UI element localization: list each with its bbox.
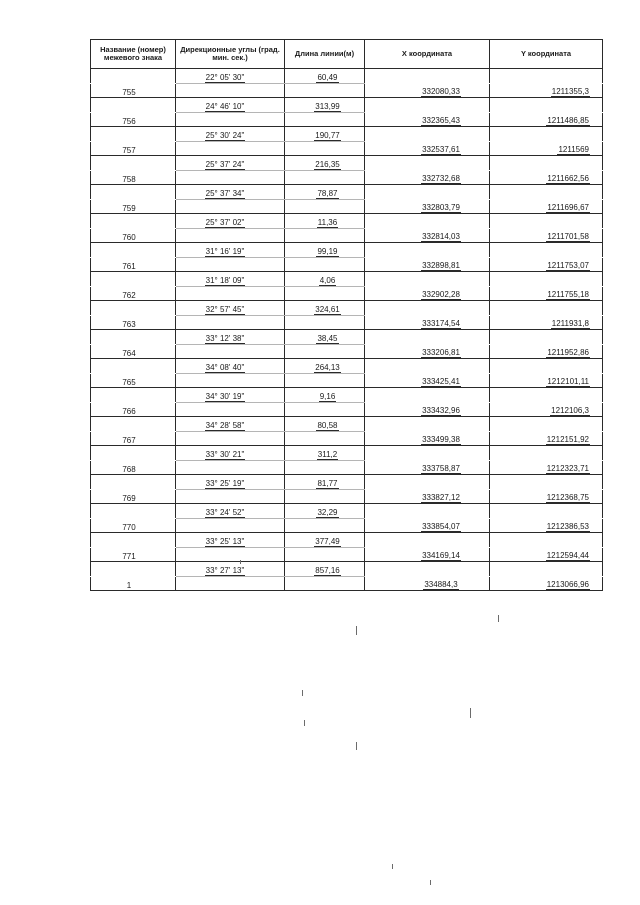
line-length-cell: 313,99 (285, 98, 365, 113)
line-length-cell (285, 199, 365, 214)
x-coordinate-cell (365, 504, 490, 519)
marker-name-cell: 764 (91, 344, 176, 359)
x-coordinate-cell: 332898,81 (365, 257, 490, 272)
x-coordinate-cell: 333854,07 (365, 518, 490, 533)
y-coordinate-cell (490, 475, 603, 490)
header-marker-name: Название (номер) межевого знака (91, 40, 176, 69)
direction-angle-cell: 25° 30' 24" (176, 127, 285, 142)
line-length-cell (285, 431, 365, 446)
marker-name-cell (91, 69, 176, 84)
x-coordinate-cell: 333758,87 (365, 460, 490, 475)
x-coordinate-cell (365, 69, 490, 84)
direction-angle-cell: 34° 28' 58" (176, 417, 285, 432)
x-coordinate-cell (365, 330, 490, 345)
marker-name-cell (91, 243, 176, 258)
direction-angle-cell: 34° 08' 40" (176, 359, 285, 374)
direction-angle-cell: 22° 05' 30" (176, 69, 285, 84)
segment-row (91, 417, 603, 432)
line-length-cell (285, 170, 365, 185)
line-length-cell (285, 518, 365, 533)
direction-angle-cell: 31° 18' 09" (176, 272, 285, 287)
direction-angle-cell (176, 170, 285, 185)
direction-angle-cell (176, 518, 285, 533)
x-coordinate-cell: 333499,38 (365, 431, 490, 446)
segment-row (91, 214, 603, 229)
direction-angle-cell (176, 460, 285, 475)
y-coordinate-cell (490, 417, 603, 432)
point-row (91, 141, 603, 156)
header-line-length: Длина линии(м) (285, 40, 365, 69)
line-length-cell (285, 112, 365, 127)
point-row (91, 286, 603, 301)
marker-name-cell: 769 (91, 489, 176, 504)
line-length-cell: 264,13 (285, 359, 365, 374)
marker-name-cell (91, 359, 176, 374)
line-length-cell (285, 489, 365, 504)
marker-name-cell (91, 388, 176, 403)
direction-angle-cell (176, 489, 285, 504)
line-length-cell: 78,87 (285, 185, 365, 200)
y-coordinate-cell: 1212151,92 (490, 431, 603, 446)
x-coordinate-cell (365, 562, 490, 577)
x-coordinate-cell: 333827,12 (365, 489, 490, 504)
point-row (91, 199, 603, 214)
x-coordinate-cell: 333432,96 (365, 402, 490, 417)
marker-name-cell (91, 417, 176, 432)
line-length-cell (285, 257, 365, 272)
x-coordinate-cell: 332814,03 (365, 228, 490, 243)
x-coordinate-cell: 334884,3 (365, 576, 490, 591)
segment-row (91, 562, 603, 577)
y-coordinate-cell (490, 127, 603, 142)
direction-angle-cell (176, 257, 285, 272)
direction-angle-cell: 33° 25' 19" (176, 475, 285, 490)
segment-row (91, 301, 603, 316)
y-coordinate-cell (490, 185, 603, 200)
x-coordinate-cell: 332803,79 (365, 199, 490, 214)
line-length-cell: 80,58 (285, 417, 365, 432)
line-length-cell (285, 315, 365, 330)
point-row (91, 489, 603, 504)
x-coordinate-cell (365, 417, 490, 432)
x-coordinate-cell: 332732,68 (365, 170, 490, 185)
marker-name-cell: 771 (91, 547, 176, 562)
scan-speck (356, 626, 357, 635)
direction-angle-cell (176, 228, 285, 243)
marker-name-cell (91, 214, 176, 229)
direction-angle-cell (176, 547, 285, 562)
line-length-cell (285, 373, 365, 388)
segment-row (91, 127, 603, 142)
scan-speck (304, 720, 305, 726)
segment-row (91, 388, 603, 403)
y-coordinate-cell (490, 214, 603, 229)
marker-name-cell: 770 (91, 518, 176, 533)
marker-name-cell (91, 330, 176, 345)
direction-angle-cell (176, 373, 285, 388)
direction-angle-cell (176, 83, 285, 98)
direction-angle-cell (176, 344, 285, 359)
scan-speck (356, 742, 357, 750)
y-coordinate-cell: 1212594,44 (490, 547, 603, 562)
y-coordinate-cell: 1211355,3 (490, 83, 603, 98)
direction-angle-cell: 33° 30' 21" (176, 446, 285, 461)
x-coordinate-cell (365, 156, 490, 171)
point-row (91, 576, 603, 591)
line-length-cell: 9,16 (285, 388, 365, 403)
y-coordinate-cell (490, 301, 603, 316)
direction-angle-cell (176, 112, 285, 127)
y-coordinate-cell: 1211952,86 (490, 344, 603, 359)
line-length-cell: 99,19 (285, 243, 365, 258)
y-coordinate-cell: 1211753,07 (490, 257, 603, 272)
segment-row (91, 156, 603, 171)
point-row (91, 373, 603, 388)
marker-name-cell (91, 475, 176, 490)
x-coordinate-cell: 334169,14 (365, 547, 490, 562)
y-coordinate-cell (490, 359, 603, 374)
y-coordinate-cell: 1212386,53 (490, 518, 603, 533)
line-length-cell: 311,2 (285, 446, 365, 461)
header-direction-angle: Дирекционные углы (град. мин. сек.) (176, 40, 285, 69)
y-coordinate-cell (490, 562, 603, 577)
x-coordinate-cell (365, 185, 490, 200)
y-coordinate-cell: 1211931,8 (490, 315, 603, 330)
marker-name-cell (91, 127, 176, 142)
x-coordinate-cell: 333206,81 (365, 344, 490, 359)
line-length-cell (285, 141, 365, 156)
marker-name-cell (91, 446, 176, 461)
point-row (91, 315, 603, 330)
direction-angle-cell: 34° 30' 19" (176, 388, 285, 403)
direction-angle-cell: 33° 27' 13" (176, 562, 285, 577)
marker-name-cell: 760 (91, 228, 176, 243)
coordinates-sheet (90, 39, 602, 591)
direction-angle-cell: 24° 46' 10" (176, 98, 285, 113)
x-coordinate-cell (365, 214, 490, 229)
line-length-cell: 11,36 (285, 214, 365, 229)
direction-angle-cell: 25° 37' 24" (176, 156, 285, 171)
segment-row (91, 475, 603, 490)
segment-row (91, 243, 603, 258)
segment-row (91, 533, 603, 548)
x-coordinate-cell: 332537,61 (365, 141, 490, 156)
segment-row (91, 185, 603, 200)
y-coordinate-cell (490, 156, 603, 171)
point-row (91, 83, 603, 98)
line-length-cell: 81,77 (285, 475, 365, 490)
y-coordinate-cell (490, 243, 603, 258)
marker-name-cell: 761 (91, 257, 176, 272)
line-length-cell: 4,06 (285, 272, 365, 287)
table-header-row (91, 40, 603, 69)
line-length-cell (285, 286, 365, 301)
direction-angle-cell: 32° 57' 45" (176, 301, 285, 316)
direction-angle-cell: 33° 24' 52" (176, 504, 285, 519)
scan-speck (240, 560, 241, 564)
y-coordinate-cell: 1213066,96 (490, 576, 603, 591)
direction-angle-cell (176, 576, 285, 591)
y-coordinate-cell (490, 272, 603, 287)
boundary-coordinates-table (90, 39, 603, 591)
direction-angle-cell (176, 431, 285, 446)
point-row (91, 228, 603, 243)
marker-name-cell (91, 185, 176, 200)
marker-name-cell (91, 533, 176, 548)
y-coordinate-cell (490, 504, 603, 519)
y-coordinate-cell: 1212368,75 (490, 489, 603, 504)
segment-row (91, 272, 603, 287)
line-length-cell: 32,29 (285, 504, 365, 519)
direction-angle-cell: 25° 37' 02" (176, 214, 285, 229)
y-coordinate-cell (490, 446, 603, 461)
x-coordinate-cell (365, 533, 490, 548)
y-coordinate-cell (490, 98, 603, 113)
point-row (91, 402, 603, 417)
direction-angle-cell: 25° 37' 34" (176, 185, 285, 200)
x-coordinate-cell (365, 388, 490, 403)
line-length-cell (285, 402, 365, 417)
direction-angle-cell (176, 402, 285, 417)
direction-angle-cell (176, 141, 285, 156)
x-coordinate-cell (365, 127, 490, 142)
y-coordinate-cell: 1212101,11 (490, 373, 603, 388)
direction-angle-cell (176, 199, 285, 214)
segment-row (91, 504, 603, 519)
marker-name-cell: 763 (91, 315, 176, 330)
line-length-cell: 324,61 (285, 301, 365, 316)
marker-name-cell: 765 (91, 373, 176, 388)
direction-angle-cell: 33° 25' 13" (176, 533, 285, 548)
y-coordinate-cell: 1211662,56 (490, 170, 603, 185)
segment-row (91, 446, 603, 461)
marker-name-cell: 762 (91, 286, 176, 301)
x-coordinate-cell (365, 272, 490, 287)
point-row (91, 344, 603, 359)
direction-angle-cell: 33° 12' 38" (176, 330, 285, 345)
point-row (91, 170, 603, 185)
scan-speck (470, 708, 471, 718)
marker-name-cell: 767 (91, 431, 176, 446)
line-length-cell (285, 344, 365, 359)
line-length-cell (285, 547, 365, 562)
marker-name-cell: 758 (91, 170, 176, 185)
y-coordinate-cell: 1211755,18 (490, 286, 603, 301)
line-length-cell: 857,16 (285, 562, 365, 577)
y-coordinate-cell: 1212323,71 (490, 460, 603, 475)
marker-name-cell (91, 98, 176, 113)
line-length-cell (285, 576, 365, 591)
marker-name-cell (91, 562, 176, 577)
segment-row (91, 98, 603, 113)
x-coordinate-cell: 332902,28 (365, 286, 490, 301)
marker-name-cell (91, 156, 176, 171)
header-x-coordinate: Х координата (365, 40, 490, 69)
marker-name-cell (91, 301, 176, 316)
y-coordinate-cell (490, 533, 603, 548)
marker-name-cell: 768 (91, 460, 176, 475)
marker-name-cell: 1 (91, 576, 176, 591)
line-length-cell: 60,49 (285, 69, 365, 84)
line-length-cell: 216,35 (285, 156, 365, 171)
segment-row (91, 69, 603, 84)
scan-speck (430, 880, 431, 885)
y-coordinate-cell: 1211486,85 (490, 112, 603, 127)
direction-angle-cell: 31° 16' 19" (176, 243, 285, 258)
x-coordinate-cell: 332080,33 (365, 83, 490, 98)
y-coordinate-cell: 1211701,58 (490, 228, 603, 243)
x-coordinate-cell: 333174,54 (365, 315, 490, 330)
y-coordinate-cell (490, 330, 603, 345)
y-coordinate-cell: 1211696,67 (490, 199, 603, 214)
x-coordinate-cell (365, 301, 490, 316)
marker-name-cell (91, 504, 176, 519)
segment-row (91, 330, 603, 345)
table-body (91, 69, 603, 591)
line-length-cell: 38,45 (285, 330, 365, 345)
line-length-cell (285, 83, 365, 98)
y-coordinate-cell (490, 69, 603, 84)
segment-row (91, 359, 603, 374)
point-row (91, 431, 603, 446)
point-row (91, 257, 603, 272)
scan-speck (498, 615, 499, 622)
scan-speck (392, 864, 393, 869)
marker-name-cell: 756 (91, 112, 176, 127)
x-coordinate-cell: 333425,41 (365, 373, 490, 388)
point-row (91, 460, 603, 475)
scan-speck (302, 690, 303, 696)
point-row (91, 547, 603, 562)
point-row (91, 518, 603, 533)
direction-angle-cell (176, 286, 285, 301)
x-coordinate-cell: 332365,43 (365, 112, 490, 127)
x-coordinate-cell (365, 446, 490, 461)
line-length-cell (285, 460, 365, 475)
line-length-cell: 190,77 (285, 127, 365, 142)
x-coordinate-cell (365, 98, 490, 113)
marker-name-cell: 755 (91, 83, 176, 98)
marker-name-cell: 759 (91, 199, 176, 214)
marker-name-cell: 757 (91, 141, 176, 156)
marker-name-cell (91, 272, 176, 287)
x-coordinate-cell (365, 475, 490, 490)
y-coordinate-cell (490, 388, 603, 403)
line-length-cell: 377,49 (285, 533, 365, 548)
direction-angle-cell (176, 315, 285, 330)
y-coordinate-cell: 1211569 (490, 141, 603, 156)
x-coordinate-cell (365, 243, 490, 258)
header-y-coordinate: Y координата (490, 40, 603, 69)
line-length-cell (285, 228, 365, 243)
y-coordinate-cell: 1212106,3 (490, 402, 603, 417)
point-row (91, 112, 603, 127)
marker-name-cell: 766 (91, 402, 176, 417)
x-coordinate-cell (365, 359, 490, 374)
